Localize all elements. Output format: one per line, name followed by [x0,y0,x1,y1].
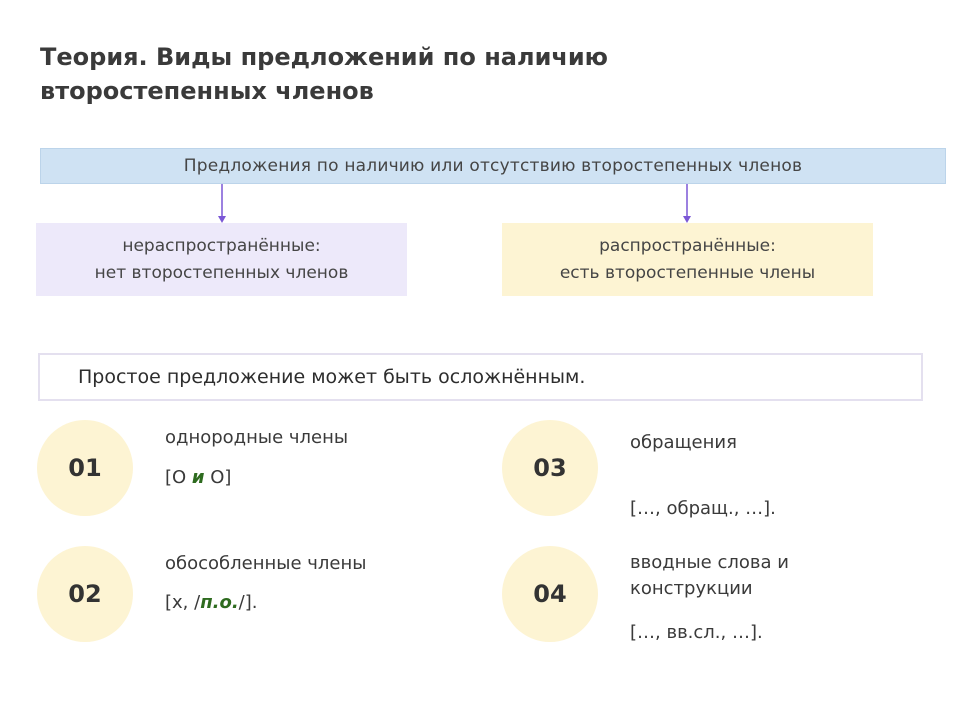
formula-text: O] [204,467,232,488]
item-number-badge: 01 [37,420,133,516]
formula-highlight: и [191,467,205,488]
diagram-root-box [40,148,946,184]
category-unextended-name: нераспространённые: [122,235,321,256]
item-title [630,550,789,602]
category-extended-name: распространённые: [599,235,776,256]
item-number-badge: 03 [502,420,598,516]
item-number-badge: 04 [502,546,598,642]
formula-text: /]. [238,592,258,613]
item-title-line: вводные слова и [630,552,789,573]
item-title: обособленные члены [165,553,367,574]
page-title: Теория. Виды предложений по наличию второстепенных членов [40,43,609,105]
item-title: однородные члены [165,427,349,448]
formula-highlight: п.о. [200,592,239,613]
category-extended-box [502,223,873,296]
category-extended-desc: есть второстепенные члены [559,262,816,283]
arrow-left [216,184,228,224]
category-unextended-desc: нет второстепенных членов [94,262,349,283]
item-title-line: конструкции [630,578,753,599]
note-text: Простое предложение может быть осложнённым. [78,366,586,388]
category-unextended-box [36,223,407,296]
diagram-root-label: Предложения по наличию или отсутствию второстепенных членов [183,156,803,176]
item-title: обращения [630,432,737,453]
item-formula [165,592,257,613]
formula-text: [х, / [165,592,201,613]
item-number-badge: 02 [37,546,133,642]
item-formula: […, обращ., …]. [630,498,776,519]
item-formula: […, вв.сл., …]. [630,622,763,643]
arrow-right [681,184,693,224]
note-box [38,353,923,401]
formula-text: [O [165,467,192,488]
item-formula [165,467,231,488]
